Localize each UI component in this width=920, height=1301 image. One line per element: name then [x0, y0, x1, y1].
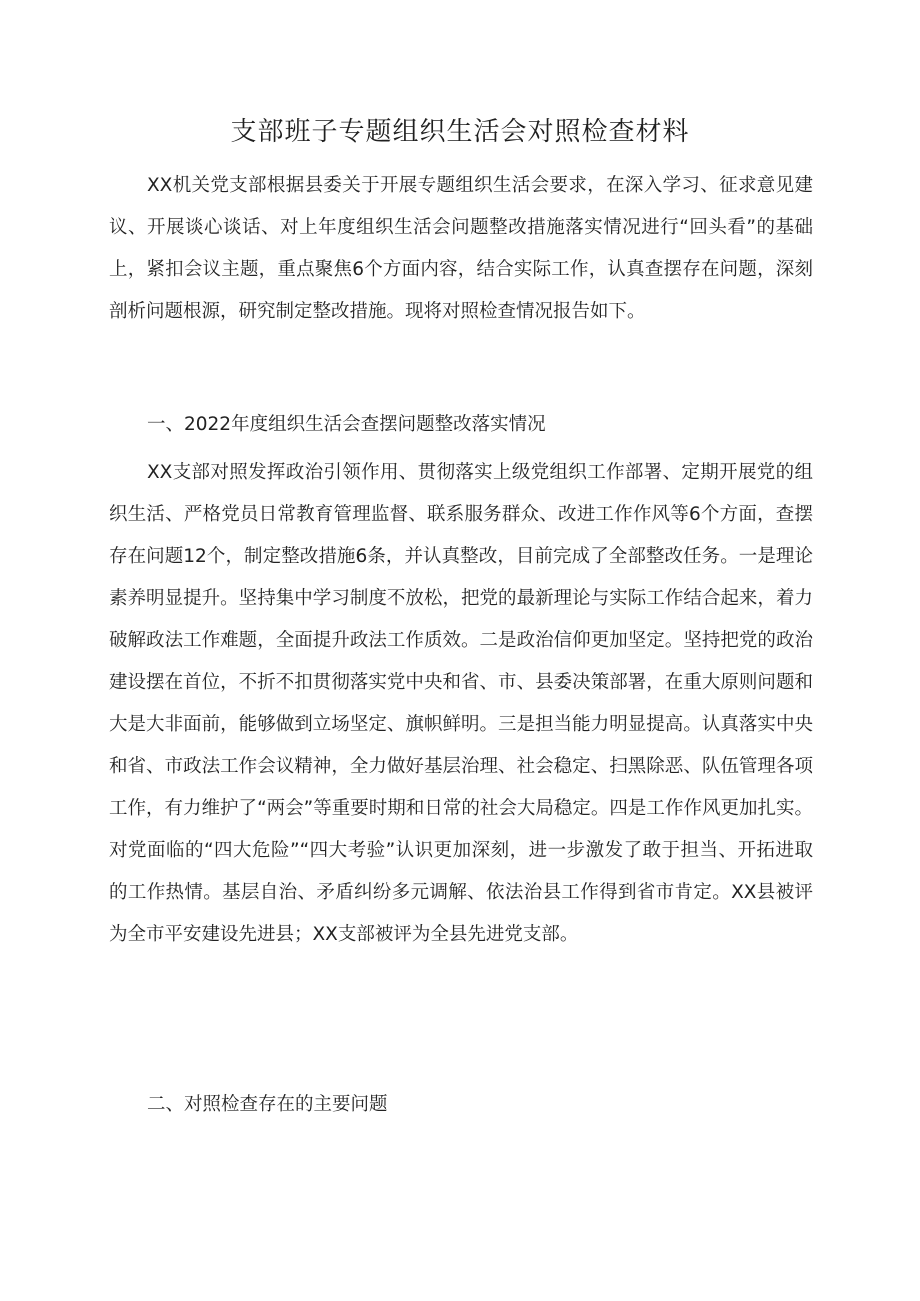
section-1-paragraph: XX支部对照发挥政治引领作用、贯彻落实上级党组织工作部署、定期开展党的组织生活、严格党员日常教育管理监督、联系服务群众、改进工作作风等6个方面，查摆存在问题12个，制定整改措施6条，并认真整改，目前完成了全部整改任务。一是理论素养明显提升。坚持集中学习制度不放松，把党的最新理论与实际工作结合起来，着力破解政法工作难题，全面提升政法工作质效。二是政治信仰更加坚定。坚持把党的政治建设摆在首位，不折不扣贯彻落实党中央和省、市、县委决策部署，在重大原则问题和大是大非面前，能够做到立场坚定、旗帜鲜明。三是担当能力明显提高。认真落实中央和省、市政法工作会议精神，全力做好基层治理、社会稳定、扫黑除恶、队伍管理各项工作，有力维护了“两会”等重要时期和日常的社会大局稳定。四是工作作风更加扎实。对党面临的“四大危险”“四大考验”认识更加深刻，进一步激发了敢于担当、开拓进取的工作热情。基层自治、矛盾纠纷多元调解、依法治县工作得到省市肯定。XX县被评为全市平安建设先进县；XX支部被评为全县先进党支部。 [109, 462, 813, 945]
intro-paragraph: XX机关党支部根据县委关于开展专题组织生活会要求，在深入学习、征求意见建议、开展谈心谈话、对上年度组织生活会问题整改措施落实情况进行“回头看”的基础上，紧扣会议主题，重点聚焦6个方面内容，结合实际工作，认真查摆存在问题，深刻剖析问题根源，研究制定整改措施。现将对照检查情况报告如下。 [109, 175, 813, 322]
section-1-heading: 一、2022年度组织生活会查摆问题整改落实情况 [147, 414, 546, 435]
document-title: 支部班子专题组织生活会对照检查材料 [230, 117, 690, 147]
section-2-heading: 二、对照检查存在的主要问题 [147, 1094, 388, 1115]
